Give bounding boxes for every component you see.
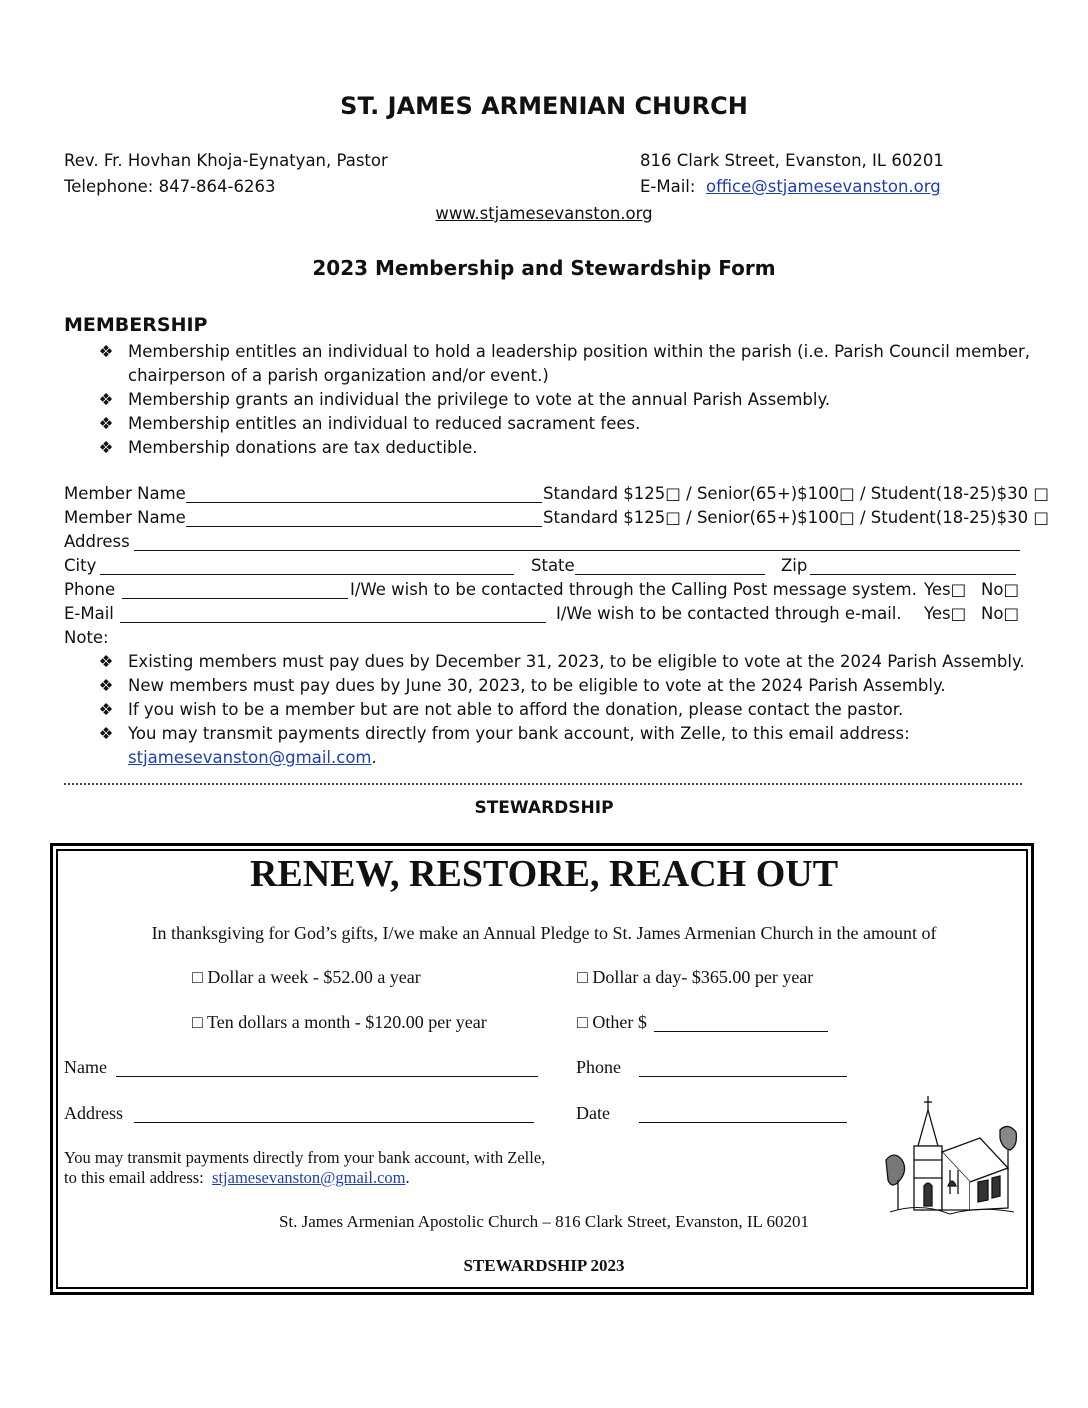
member-name-field-1[interactable] (186, 502, 542, 503)
diamond-bullet-icon: ❖ (98, 652, 114, 671)
form-title: 2023 Membership and Stewardship Form (312, 256, 776, 280)
state-label: State (531, 556, 575, 575)
membership-rates-2[interactable]: Standard $125□ / Senior(65+)$100□ / Student(18-25)$30 □ (543, 508, 1049, 527)
zip-label: Zip (781, 556, 808, 575)
pledge-option-dollar-day[interactable]: □ Dollar a day- $365.00 per year (577, 967, 814, 987)
member-name-label-1: Member Name (64, 484, 186, 503)
diamond-bullet-icon: ❖ (98, 676, 114, 695)
email-contact-no[interactable]: No□ (981, 604, 1020, 623)
email-field-label: E-Mail (64, 604, 114, 623)
calling-post-no[interactable]: No□ (981, 580, 1020, 599)
church-name: ST. JAMES ARMENIAN CHURCH (340, 92, 748, 120)
church-illustration (880, 1090, 1020, 1220)
stewardship-phone-field[interactable] (639, 1076, 847, 1077)
stewardship-box-title: RENEW, RESTORE, REACH OUT (249, 853, 839, 895)
phone-field[interactable] (122, 598, 348, 599)
note-label: Note: (64, 628, 109, 647)
address-field[interactable] (134, 550, 1020, 551)
diamond-bullet-icon: ❖ (98, 390, 114, 409)
stewardship-phone-label: Phone (576, 1057, 621, 1077)
pastor-line: Rev. Fr. Hovhan Khoja-Eynatyan, Pastor (64, 151, 388, 170)
member-name-field-2[interactable] (186, 526, 542, 527)
state-field[interactable] (575, 574, 765, 575)
church-address: 816 Clark Street, Evanston, IL 60201 (640, 151, 944, 170)
membership-rates-1[interactable]: Standard $125□ / Senior(65+)$100□ / Student(18-25)$30 □ (543, 484, 1049, 503)
zip-field[interactable] (810, 574, 1016, 575)
stewardship-zelle-line-2: to this email address: stjamesevanston@gmail.com. (64, 1168, 410, 1187)
city-label: City (64, 556, 97, 575)
stewardship-footer-address: St. James Armenian Apostolic Church – 816 Clark Street, Evanston, IL 60201 (278, 1212, 810, 1231)
membership-heading: MEMBERSHIP (64, 314, 208, 336)
office-email-link[interactable]: office@stjamesevanston.org (705, 177, 941, 196)
calling-post-yes[interactable]: Yes□ (924, 580, 967, 599)
pledge-option-ten-month[interactable]: □ Ten dollars a month - $120.00 per year (192, 1012, 487, 1032)
email-field[interactable] (120, 622, 546, 623)
diamond-bullet-icon: ❖ (98, 700, 114, 719)
diamond-bullet-icon: ❖ (98, 414, 114, 433)
email-contact-yes[interactable]: Yes□ (924, 604, 967, 623)
email-contact-text: I/We wish to be contacted through e-mail. (556, 604, 902, 623)
website-link[interactable]: www.stjamesevanston.org (435, 204, 653, 223)
member-name-label-2: Member Name (64, 508, 186, 527)
diamond-bullet-icon: ❖ (98, 342, 114, 361)
phone-label: Phone (64, 580, 116, 599)
pledge-option-dollar-week[interactable]: □ Dollar a week - $52.00 a year (192, 967, 421, 987)
telephone-line: Telephone: 847-864-6263 (64, 177, 276, 196)
stewardship-heading: STEWARDSHIP (474, 798, 614, 818)
diamond-bullet-icon: ❖ (98, 724, 114, 743)
stewardship-date-label: Date (576, 1103, 610, 1123)
city-field[interactable] (100, 574, 514, 575)
stewardship-address-field[interactable] (134, 1122, 534, 1123)
pledge-text: In thanksgiving for God’s gifts, I/we make an Annual Pledge to St. James Armenian Church in the amount of (151, 923, 937, 943)
stewardship-name-field[interactable] (116, 1076, 538, 1077)
stewardship-name-label: Name (64, 1057, 107, 1077)
pledge-option-other[interactable]: □ Other $ (577, 1012, 647, 1032)
diamond-bullet-icon: ❖ (98, 438, 114, 457)
stewardship-zelle-line-1: You may transmit payments directly from your bank account, with Zelle, (64, 1148, 546, 1167)
stewardship-address-label: Address (64, 1103, 123, 1123)
stewardship-footer-title: STEWARDSHIP 2023 (463, 1256, 625, 1275)
stewardship-zelle-email-link[interactable]: stjamesevanston@gmail.com (212, 1168, 406, 1187)
stewardship-date-field[interactable] (639, 1122, 847, 1123)
pledge-other-amount-field[interactable] (654, 1031, 828, 1032)
zelle-email-link[interactable]: stjamesevanston@gmail.com (128, 748, 372, 767)
email-label: E-Mail: (640, 177, 696, 196)
calling-post-text: I/We wish to be contacted through the Calling Post message system. (350, 580, 917, 599)
dotted-divider (64, 783, 1022, 785)
address-label: Address (64, 532, 130, 551)
email-line (640, 177, 941, 196)
